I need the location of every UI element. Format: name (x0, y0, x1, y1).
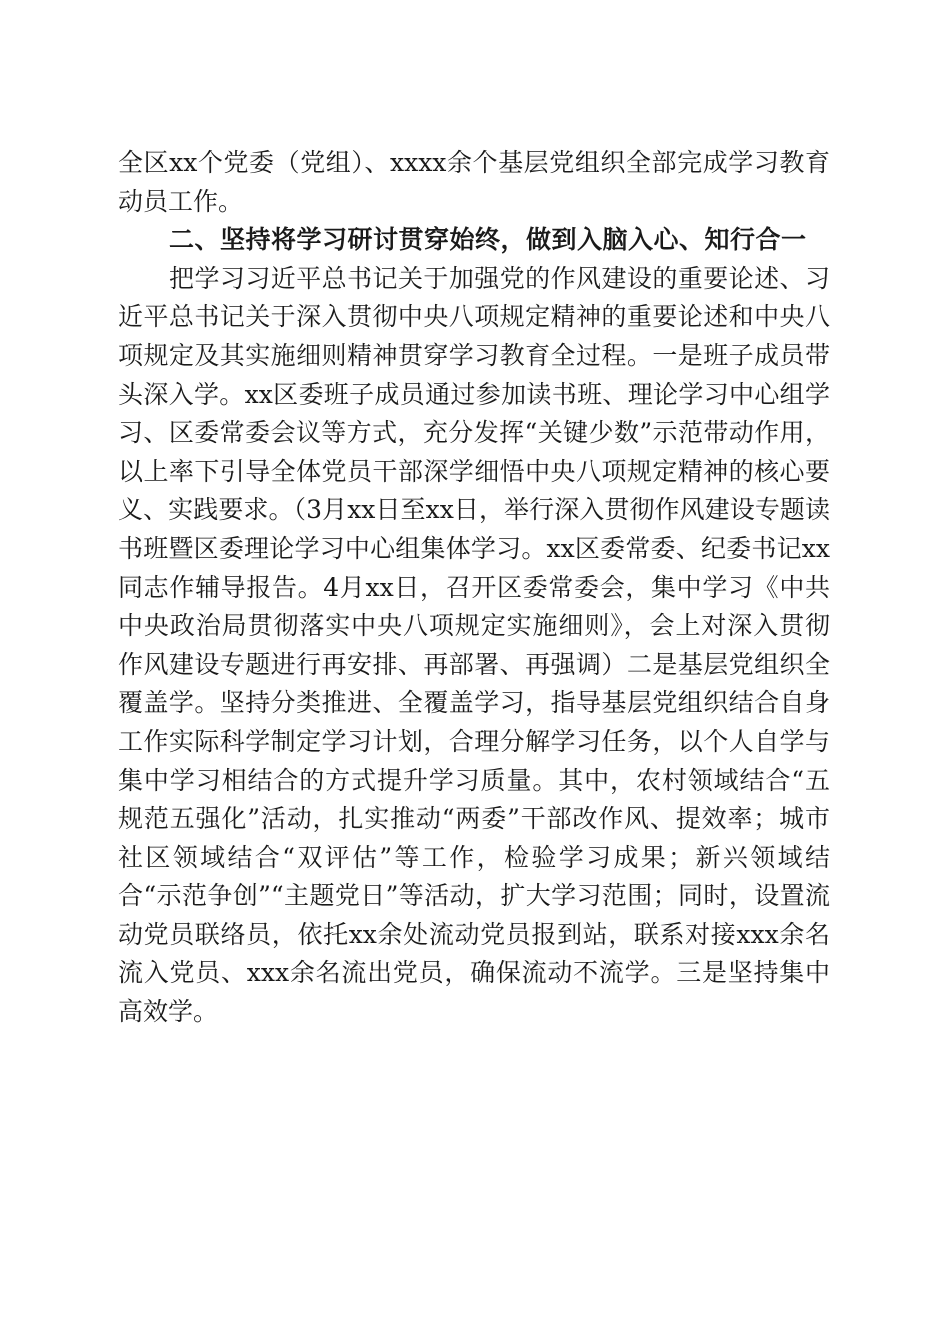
body-paragraph: 把学习习近平总书记关于加强党的作风建设的重要论述、习近平总书记关于深入贯彻中央八项规定精神的重要论述和中央八项规定及其实施细则精神贯穿学习教育全过程。一是班子成员带头深入学。xx区委班子成员通过参加读书班、理论学习中心组学习、区委常委会议等方式，充分发挥“关键少数”示范带动作用，以上率下引导全体党员干部深学细悟中央八项规定精神的核心要义、实践要求。（3月xx日至xx日，举行深入贯彻作风建设专题读书班暨区委理论学习中心组集体学习。xx区委常委、纪委书记xx同志作辅导报告。4月xx日，召开区委常委会，集中学习《中共中央政治局贯彻落实中央八项规定实施细则》，会上对深入贯彻作风建设专题进行再安排、再部署、再强调）二是基层党组织全覆盖学。坚持分类推进、全覆盖学习，指导基层党组织结合自身工作实际科学制定学习计划，合理分解学习任务，以个人自学与集中学习相结合的方式提升学习质量。其中，农村领域结合“五规范五强化”活动，扎实推动“两委”干部改作风、提效率；城市社区领域结合“双评估”等工作，检验学习成果；新兴领域结合“示范争创”“主题党日”等活动，扩大学习范围；同时，设置流动党员联络员，依托xx余处流动党员报到站，联系对接xxx余名流入党员、xxx余名流出党员，确保流动不流学。三是坚持集中高效学。 (118, 263, 830, 1027)
section-heading: 二、坚持将学习研讨贯穿始终，做到入脑入心、知行合一 (169, 225, 807, 255)
document-body (118, 144, 830, 1032)
continuation-paragraph: 全区xx个党委（党组）、xxxx余个基层党组织全部完成学习教育动员工作。 (118, 148, 830, 216)
